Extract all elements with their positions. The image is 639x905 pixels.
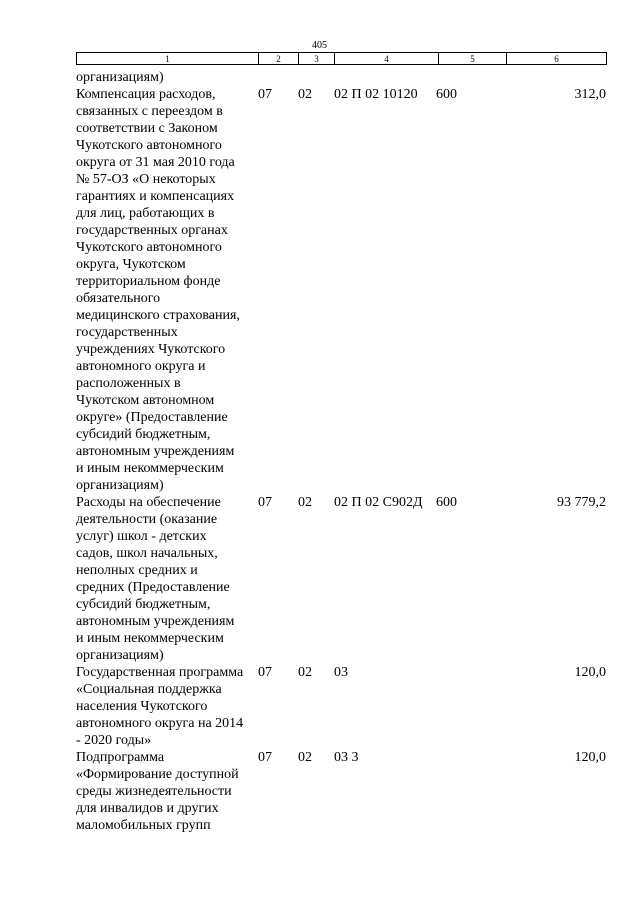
header-row (77, 53, 607, 65)
row-target-code: 02 П 02 С902Д (334, 495, 423, 510)
table-row (76, 86, 606, 494)
row-name: Расходы на обеспечение деятельности (оказание услуг) школ - детских садов, школ начальных, неполных средних и средних (Предоставление субсидий бюджетным, автономным учреждениям и иным некоммерческим организациям) (76, 495, 235, 663)
row-expense-type: 600 (436, 495, 457, 510)
row-subsection: 02 (298, 495, 312, 510)
row-name: Компенсация расходов, связанных с переездом в соответствии с Законом Чукотского автономного округа от 31 мая 2010 года № 57-ОЗ «О некоторых гарантиях и компенсациях для лиц, работающих в государственных органах Чукотского автономного округа, Чукотском территориальном фонде обязательного медицинского страхования, государственных учреждениях Чукотского автономного округа и расположенных в Чукотском автономном округе» (Предоставление субсидий бюджетным, автономным учреждениям и иным некоммерческим организациям) (76, 87, 240, 493)
row-target-code: 03 (334, 665, 348, 680)
header-col-4: 4 (335, 53, 439, 65)
row-amount: 120,0 (574, 750, 606, 765)
row-subsection: 02 (298, 665, 312, 680)
table-row (76, 494, 606, 664)
row-expense-type: 600 (436, 87, 457, 102)
header-col-3: 3 (299, 53, 335, 65)
row-name: Государственная программа «Социальная поддержка населения Чукотского автономного округа на 2014 - 2020 годы» (76, 665, 244, 748)
row-subsection: 02 (298, 750, 312, 765)
table-row (76, 749, 606, 834)
table-row (76, 664, 606, 749)
table-row (76, 69, 606, 86)
row-name: организациям) (76, 70, 164, 85)
row-target-code: 03 3 (334, 750, 359, 765)
header-col-2: 2 (259, 53, 299, 65)
row-section: 07 (258, 495, 272, 510)
row-section: 07 (258, 87, 272, 102)
row-name: Подпрограмма «Формирование доступной среды жизнедеятельности для инвалидов и других маломобильных групп (76, 750, 239, 833)
budget-table-body (76, 69, 606, 834)
header-col-6: 6 (507, 53, 607, 65)
row-amount: 120,0 (574, 665, 606, 680)
row-subsection: 02 (298, 87, 312, 102)
row-amount: 312,0 (574, 87, 606, 102)
page-number: 405 (312, 40, 327, 51)
column-header-table (76, 52, 607, 65)
row-amount: 93 779,2 (557, 495, 606, 510)
header-col-1: 1 (77, 53, 259, 65)
row-section: 07 (258, 750, 272, 765)
header-col-5: 5 (439, 53, 507, 65)
row-section: 07 (258, 665, 272, 680)
row-target-code: 02 П 02 10120 (334, 87, 418, 102)
